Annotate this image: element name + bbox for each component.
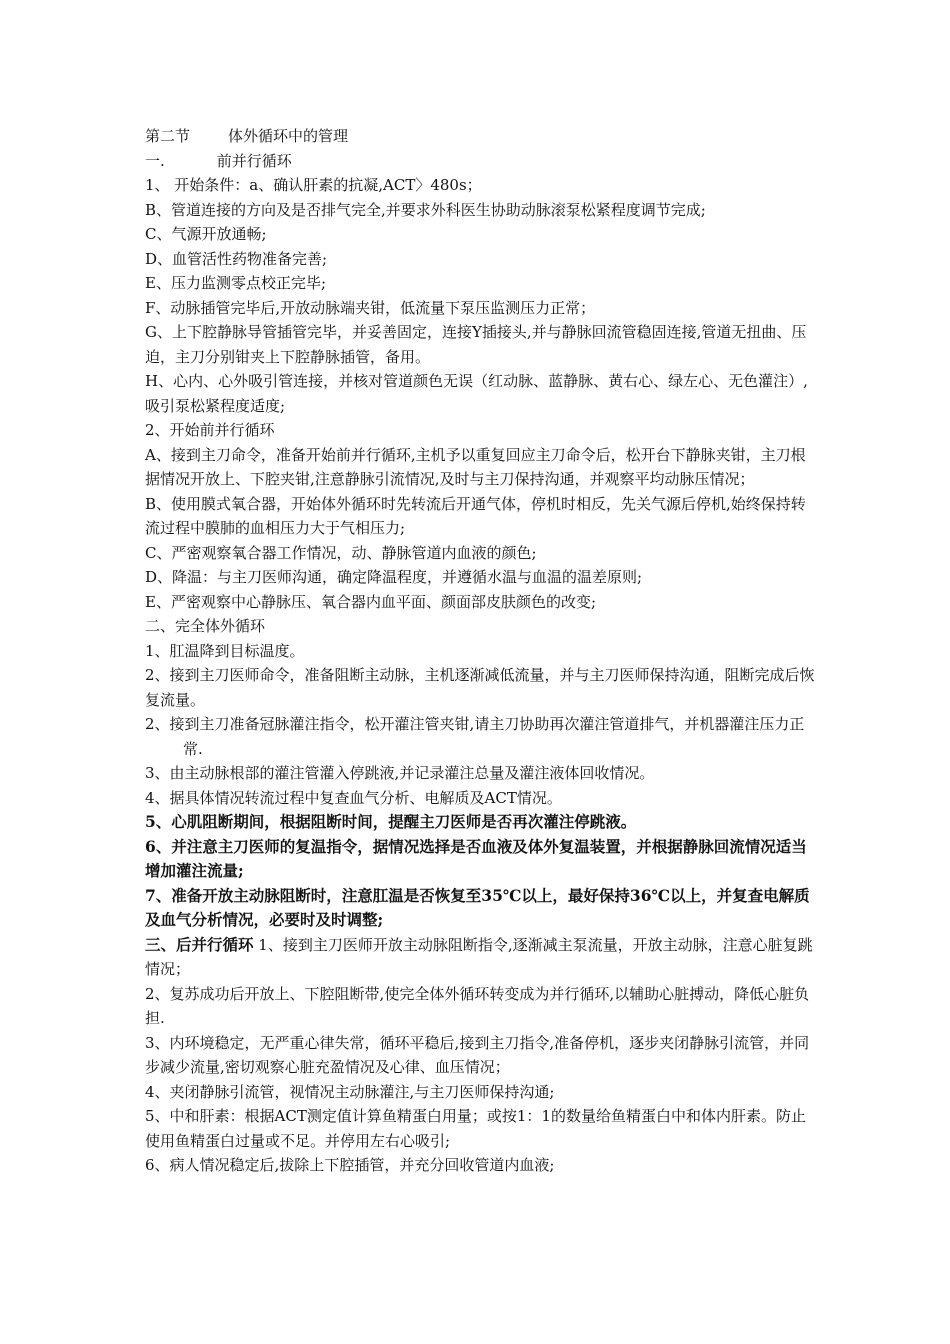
paragraph: B、管道连接的方向及是否排气完全,并要求外科医生协助动脉滚泵松紧程度调节完成; [145, 200, 706, 219]
subsection-number: 一. [145, 151, 165, 170]
paragraph [145, 933, 815, 982]
paragraph: 2、复苏成功后开放上、下腔阻断带,使完全体外循环转变成为并行循环,以辅助心脏搏动，降低心脏负担. [145, 984, 810, 1027]
paragraph: 4、夹闭静脉引流管，视情况主动脉灌注,与主刀医师保持沟通; [145, 1082, 555, 1101]
paragraph: D、血管活性药物准备完善; [145, 249, 328, 268]
section-number: 第二节 [145, 127, 191, 145]
bold-paragraph: 6、并注意主刀医师的复温指令，据情况选择是否血液及体外复温装置，并根据静脉回流情况适当增加灌注流量; [145, 836, 807, 880]
section3-heading: 三、后并行循环 [145, 934, 254, 954]
paragraph: D、降温：与主刀医师沟通，确定降温程度，并遵循水温与血温的温差原则; [145, 568, 643, 586]
paragraph: E、压力监测零点校正完毕; [145, 274, 327, 292]
paragraph: 3、内环境稳定，无严重心律失常，循环平稳后,接到主刀指令,准备停机，逐步夹闭静脉引流管，并同步减少流量,密切观察心脏充盈情况及心律、血压情况； [145, 1033, 810, 1076]
paragraph: 2、开始前并行循环 [145, 421, 275, 439]
subsection-title: 前并行循环 [216, 151, 292, 170]
paragraph: 1、 开始条件：a、确认肝素的抗凝,ACT〉480s； [145, 176, 482, 194]
paragraph: A、接到主刀命令，准备开始前并行循环,主机予以重复回应主刀命令后，松开台下静脉夹钳，主刀根据情况开放上、下腔夹钳,注意静脉引流情况,及时与主刀保持沟通，并观察平均动脉压情况； [145, 445, 806, 488]
paragraph: 2、接到主刀医师命令，准备阻断主动脉，主机逐渐减低流量，并与主刀医师保持沟通，阻断完成后恢复流量。 [145, 666, 815, 709]
paragraph: C、气源开放通畅; [145, 225, 267, 243]
paragraph: 4、据具体情况转流过程中复查血气分析、电解质及ACT情况。 [145, 788, 562, 807]
paragraph: F、动脉插管完毕后,开放动脉端夹钳，低流量下泵压监测压力正常； [145, 298, 596, 317]
subsection-heading [145, 149, 815, 174]
paragraph: 5、中和肝素：根据ACT测定值计算鱼精蛋白用量；或按1：1的数量给鱼精蛋白中和体内肝素。防止使用鱼精蛋白过量或不足。并停用左右心吸引; [145, 1107, 806, 1150]
document-body [145, 124, 815, 1178]
paragraph: C、严密观察氧合器工作情况，动、静脉管道内血液的颜色; [145, 543, 537, 562]
paragraph: E、严密观察中心静脉压、氧合器内血平面、颜面部皮肤颜色的改变; [145, 592, 597, 611]
section-title-text: 体外循环中的管理 [228, 127, 349, 145]
paragraph: G、上下腔静脉导管插管完毕，并妥善固定，连接Y插接头,并与静脉回流管稳固连接,管道无扭曲、压迫，主刀分别钳夹上下腔静脉插管，备用。 [145, 323, 807, 366]
paragraph: 二、完全体外循环 [145, 617, 266, 635]
bold-paragraph: 7、准备开放主动脉阻断时，注意肛温是否恢复至35℃以上，最好保持36℃以上，并复查电解质及血气分析情况，必要时及时调整; [145, 885, 810, 929]
bold-paragraph: 5、心肌阻断期间，根据阻断时间，提醒主刀医师是否再次灌注停跳液。 [145, 812, 637, 831]
paragraph: 6、病人情况稳定后,拔除上下腔插管，并充分回收管道内血液; [145, 1156, 555, 1174]
paragraph: B、使用膜式氧合器，开始体外循环时先转流后开通气体，停机时相反，先关气源后停机,始终保持转流过程中膜肺的血相压力大于气相压力; [145, 494, 806, 537]
section-title [145, 124, 815, 149]
paragraph: 3、由主动脉根部的灌注管灌入停跳液,并记录灌注总量及灌注液体回收情况。 [145, 764, 655, 782]
paragraph-hanging: 2、接到主刀准备冠脉灌注指令，松开灌注管夹钳,请主刀协助再次灌注管道排气，并机器灌注压力正常. [145, 715, 805, 758]
paragraph: 1、肛温降到目标温度。 [145, 641, 305, 660]
paragraph: H、心内、心外吸引管连接，并核对管道颜色无误（红动脉、蓝静脉、黄右心、绿左心、无色灌注）,吸引泵松紧程度适度; [145, 372, 808, 415]
section3-first-item: 1、接到主刀医师开放主动脉阻断指令,逐渐减主泵流量，开放主动脉，注意心脏复跳情况； [145, 935, 813, 978]
